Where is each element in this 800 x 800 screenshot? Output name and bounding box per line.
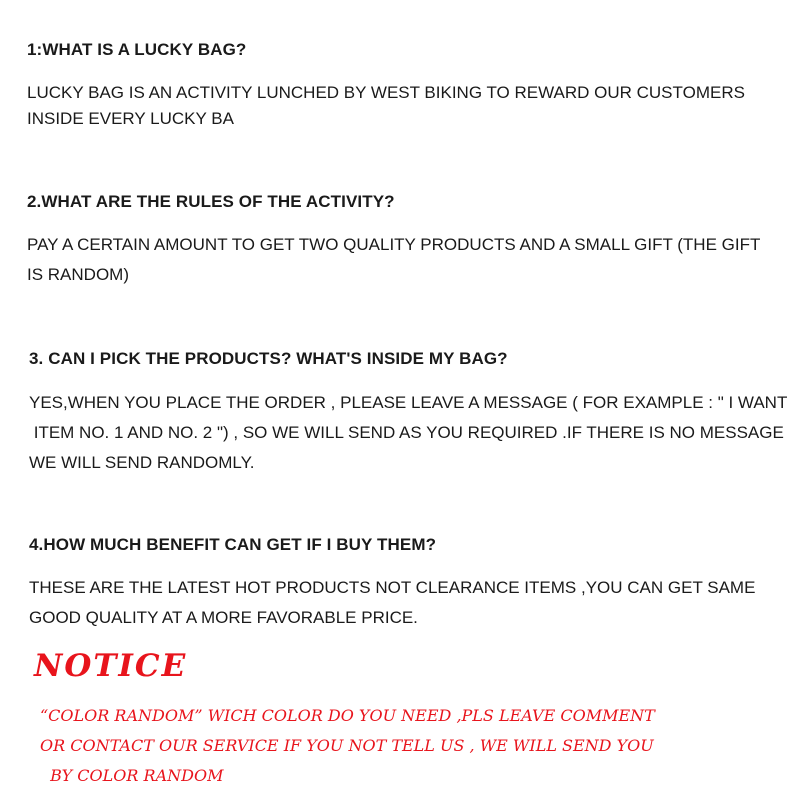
- faq-answer-line: IS RANDOM): [27, 265, 129, 284]
- faq-answer-line: LUCKY BAG IS AN ACTIVITY LUNCHED BY WEST BIKING TO REWARD OUR CUSTOMERS: [27, 83, 745, 102]
- faq-answer-line: THESE ARE THE LATEST HOT PRODUCTS NOT CLEARANCE ITEMS ,YOU CAN GET SAME: [29, 578, 756, 597]
- faq-question-2: 2.WHAT ARE THE RULES OF THE ACTIVITY?: [27, 192, 395, 211]
- faq-answer-line: INSIDE EVERY LUCKY BA: [27, 109, 234, 128]
- faq-answer-3: [29, 388, 788, 478]
- notice-line: “COLOR RANDOM” WICH COLOR DO YOU NEED ,PLS LEAVE COMMENT: [40, 706, 655, 725]
- faq-question-4: 4.HOW MUCH BENEFIT CAN GET IF I BUY THEM?: [29, 535, 437, 554]
- faq-answer-line: WE WILL SEND RANDOMLY.: [29, 453, 255, 472]
- faq-question-3: 3. CAN I PICK THE PRODUCTS? WHAT'S INSIDE MY BAG?: [29, 349, 508, 368]
- notice-line: OR CONTACT OUR SERVICE IF YOU NOT TELL US , WE WILL SEND YOU: [40, 736, 654, 755]
- faq-answer-line: PAY A CERTAIN AMOUNT TO GET TWO QUALITY PRODUCTS AND A SMALL GIFT (THE GIFT: [27, 235, 761, 254]
- faq-answer-1: [27, 80, 747, 132]
- faq-answer-line: GOOD QUALITY AT A MORE FAVORABLE PRICE.: [29, 608, 418, 627]
- faq-answer-line: ITEM NO. 1 AND NO. 2 ") , SO WE WILL SEND AS YOU REQUIRED .IF THERE IS NO MESSAGE: [29, 423, 784, 442]
- notice-title: NOTICE: [34, 648, 188, 684]
- notice-line: BY COLOR RANDOM: [40, 766, 224, 785]
- faq-answer-2: [27, 230, 761, 290]
- faq-question-1: 1:WHAT IS A LUCKY BAG?: [27, 40, 247, 59]
- faq-answer-line: YES,WHEN YOU PLACE THE ORDER , PLEASE LEAVE A MESSAGE ( FOR EXAMPLE : " I WANT: [29, 393, 788, 412]
- notice-body: [40, 701, 780, 791]
- faq-answer-4: [29, 573, 756, 633]
